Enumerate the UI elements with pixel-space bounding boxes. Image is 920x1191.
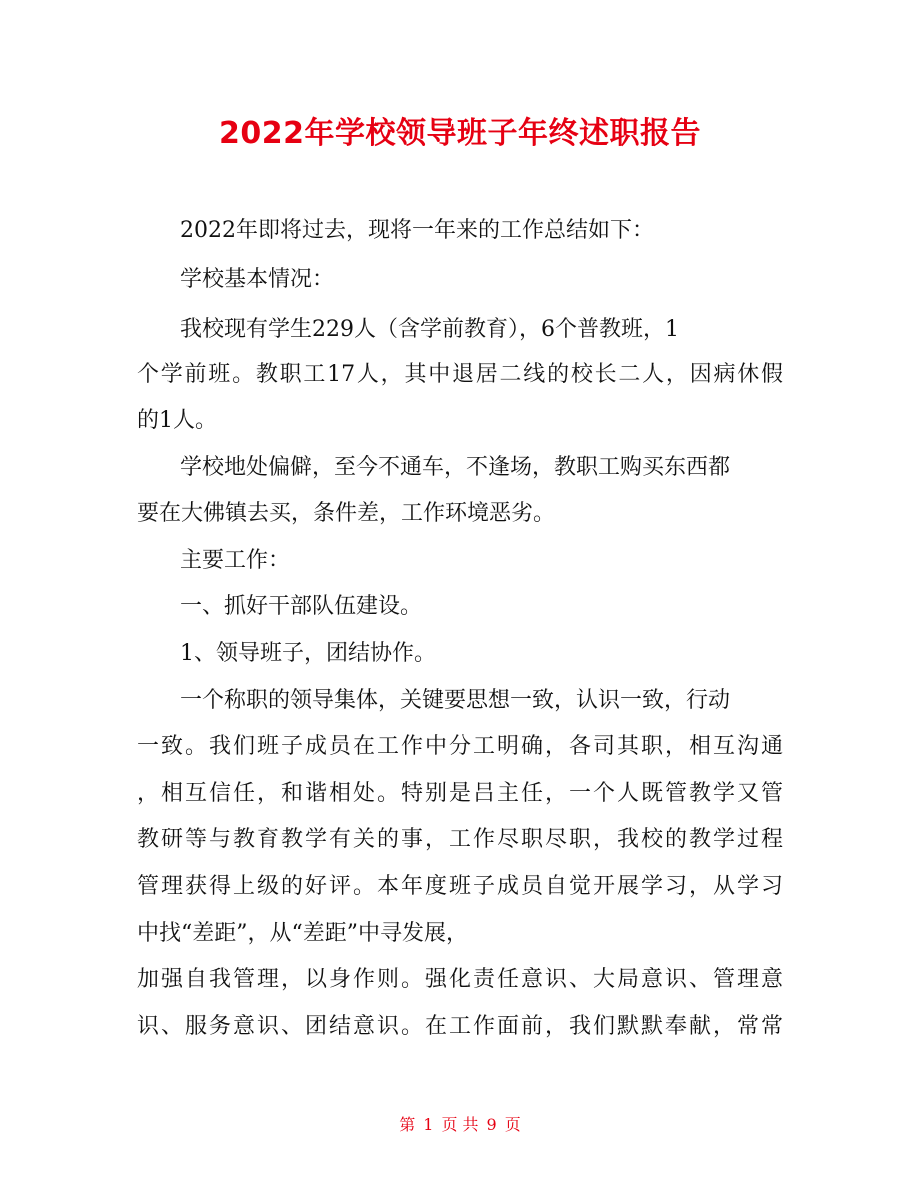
body-line: 的1人。 <box>137 408 217 433</box>
body-line: 一个称职的领导集体，关键要思想一致，认识一致，行动 <box>180 688 731 713</box>
body-line: ，相互信任，和谐相处。特别是吕主任，一个人既管教学又管 <box>137 781 783 806</box>
body-line: 中找“差距”，从“差距”中寻发展， <box>137 921 468 946</box>
document-title: 2022年学校领导班子年终述职报告 <box>219 116 701 151</box>
body-line: 我校现有学生229人（含学前教育），6个普教班，1 <box>180 317 679 342</box>
body-line: 学校地处偏僻，至今不通车，不逢场，教职工购买东西都 <box>180 455 731 480</box>
footer-page-number: 1 <box>423 1115 434 1134</box>
body-line: 识、服务意识、团结意识。在工作面前，我们默默奉献，常常 <box>137 1014 783 1039</box>
body-line: 管理获得上级的好评。本年度班子成员自觉开展学习，从学习 <box>137 874 783 899</box>
body-line: 学校基本情况： <box>180 267 335 292</box>
footer-suffix: 页 <box>504 1115 521 1134</box>
body-line: 主要工作： <box>180 548 291 573</box>
body-line: 加强自我管理，以身作则。强化责任意识、大局意识、管理意 <box>137 967 783 992</box>
page-number-footer <box>0 1113 920 1137</box>
body-line: 教研等与教育教学有关的事，工作尽职尽职，我校的教学过程 <box>137 827 783 852</box>
footer-total-pages: 9 <box>486 1115 497 1134</box>
body-line: 一致。我们班子成员在工作中分工明确，各司其职，相互沟通 <box>137 734 783 759</box>
footer-prefix: 第 <box>399 1115 416 1134</box>
body-line: 个学前班。教职工17人，其中退居二线的校长二人，因病休假 <box>137 362 783 387</box>
body-line: 一、抓好干部队伍建设。 <box>180 594 423 619</box>
body-line: 要在大佛镇去买，条件差，工作环境恶劣。 <box>137 501 556 526</box>
body-line: 2022年即将过去，现将一年来的工作总结如下： <box>180 218 654 243</box>
body-line: 1、领导班子，团结协作。 <box>180 641 436 666</box>
footer-middle: 页 共 <box>441 1115 479 1134</box>
